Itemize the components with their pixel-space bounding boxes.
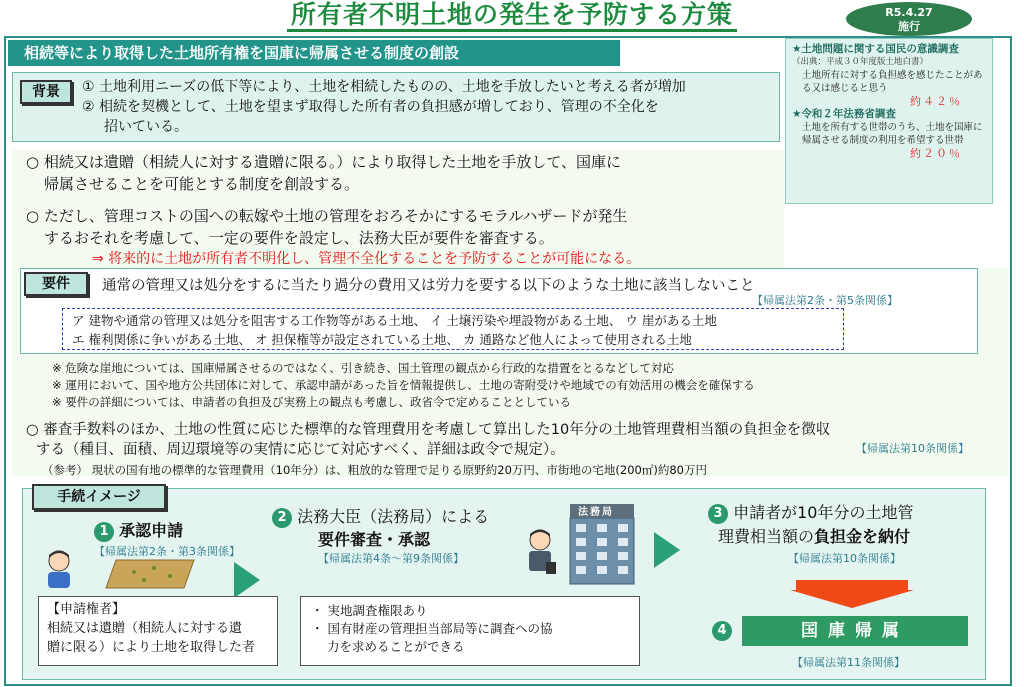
requirements-line-2: エ 権利関係に争いがある土地、 オ 担保権等が設定されている土地、 カ 通路など他人によって使用される土地: [72, 332, 692, 347]
applicant-person-icon: [40, 548, 78, 594]
survey-result-2: 約２０％: [910, 147, 962, 160]
building-sign: 法務局: [578, 507, 614, 518]
para2-line-2: するおそれを考慮して、一定の要件を設定し、法務大臣が要件を審査する。: [44, 229, 554, 247]
para3-line-1: ○ 審査手数料のほか、土地の性質に応じた標準的な管理費用を考慮して算出した10年分の土地管理費相当額の負担金を徴収: [26, 422, 831, 438]
survey-source: （出典：平成３０年度版土地白書）: [792, 57, 929, 67]
step4-number-wrap: [712, 620, 732, 641]
step4-cite: 【帰属法第11条関係】: [792, 656, 905, 669]
applicant-line-2: 贈に限る）により土地を取得した者: [47, 640, 256, 655]
requirements-line-1: ア 建物や通常の管理又は処分を阻害する工作物等がある土地、 イ 土壌汚染や埋設物がある土地、 ウ 崖がある土地: [72, 313, 717, 328]
para2-red-conclusion: ⇒ 将来的に土地が所有者不明化し、管理不全化することを予防することが可能になる。: [92, 251, 641, 267]
para3-line-2: する（種目、面積、周辺環境等の実情に応じて対応すべく、詳細は政令で規定）。: [36, 442, 565, 458]
para2-line-1: ○ ただし、管理コストの国への転嫁や土地の管理をおろそかにするモラルハザードが発生: [26, 207, 628, 225]
land-plot-illustration: [104, 558, 200, 594]
step1-cite: 【帰属法第2条・第3条関係】: [94, 545, 240, 558]
step1-title: 承認申請: [119, 521, 184, 540]
step4-number: 4: [712, 621, 732, 641]
survey-box: [785, 38, 993, 204]
requirements-text: 通常の管理又は処分をするに当たり過分の費用又は労力を要する以下のような土地に該当しないこと: [102, 278, 755, 294]
badge-date: R5.4.27: [885, 6, 933, 19]
step2-heading: [272, 504, 489, 528]
section-header: 相続等により取得した土地所有権を国庫に帰属させる制度の創設: [8, 40, 620, 66]
background-line-3: 招いている。: [104, 119, 188, 135]
requirements-label: 要件: [24, 272, 88, 296]
survey-result-1: 約４２％: [910, 95, 962, 108]
step3-cite: 【帰属法第10条関係】: [788, 552, 901, 565]
step3-number: 3: [708, 504, 728, 524]
step3-heading: [708, 500, 913, 524]
investigation-item-1: ・ 実地調査権限あり: [311, 603, 428, 618]
applicant-line-1: 相続又は遺贈（相続人に対する遺: [47, 621, 243, 636]
applicant-head: 【申請権者】: [47, 602, 126, 617]
investigation-list: [300, 596, 640, 666]
note-3: ※ 要件の詳細については、申請者の負担及び実務上の観点も考慮し、政省令で定めることとしている: [52, 395, 572, 409]
flow-arrow-1-icon: [234, 562, 260, 598]
step2-number: 2: [272, 508, 292, 528]
background-label: 背景: [20, 80, 72, 104]
requirements-cite: 【帰属法第2条・第5条関係】: [752, 294, 898, 307]
note-2: ※ 運用において、国や地方公共団体に対して、承認申請があった旨を情報提供し、土地の寄附受けや地域での有効活用の機会を確保する: [52, 378, 755, 392]
survey-heading-1: ★土地問題に関する国民の意識調査: [792, 43, 959, 55]
step3-line-2a: 理費相当額の: [718, 527, 815, 546]
step3-line-1: 申請者が10年分の土地管: [733, 503, 914, 522]
effective-date-badge: [846, 2, 972, 36]
step3-line-2b: 負担金を納付: [814, 527, 911, 546]
note-1: ※ 危険な崖地については、国庫帰属させるのではなく、引き続き、国土管理の観点から行政的な措置をとるなどして対応: [52, 361, 674, 375]
step2-line-1: 法務大臣（法務局）による: [297, 507, 490, 526]
investigation-item-2: ・ 国有財産の管理担当部局等に調査への協: [311, 621, 553, 636]
down-arrow-head-icon: [790, 590, 914, 608]
para3-cite: 【帰属法第10条関係】: [856, 442, 969, 455]
survey-heading-2: ★令和２年法務省調査: [792, 108, 896, 120]
page-title: 所有者不明土地の発生を予防する方策: [0, 0, 1024, 30]
down-arrow-icon: [796, 580, 908, 590]
background-line-1: ① 土地利用ニーズの低下等により、土地を相続したものの、土地を手放したいと考える者が増加: [82, 79, 686, 95]
badge-label: 施行: [898, 20, 920, 33]
step3-line-2: [718, 524, 910, 547]
step1-heading: [94, 518, 183, 542]
background-line-2: ② 相続を契機として、土地を望まず取得した所有者の負担感が増しており、管理の不全化を: [82, 99, 659, 115]
para1-line-2: 帰属させることを可能とする制度を創設する。: [44, 175, 360, 193]
para1-line-1: ○ 相続又は遺贈（相続人に対する遺贈に限る。）により取得した土地を手放して、国庫に: [26, 153, 622, 171]
survey-text-2: 土地を所有する世帯のうち、土地を国庫に帰属させる制度の利用を希望する世帯: [802, 122, 983, 146]
step4-title: 国庫帰属: [742, 616, 968, 646]
step1-number: 1: [94, 522, 114, 542]
step2-cite: 【帰属法第4条～第9条関係】: [318, 552, 464, 565]
official-person-icon: [520, 526, 560, 586]
procedure-label: 手続イメージ: [32, 484, 166, 510]
flow-arrow-2-icon: [654, 532, 680, 568]
survey-text-1: 土地所有に対する負担感を感じたことがある又は感じると思う: [802, 70, 983, 94]
para3-reference: （参考） 現状の国有地の標準的な管理費用（10年分）は、粗放的な管理で足りる原野約20万円、市街地の宅地(200㎡)約80万円: [42, 463, 707, 477]
step2-title: 要件審査・承認: [318, 530, 431, 549]
applicant-box: [38, 596, 278, 666]
investigation-item-2-cont: 力を求めることができる: [327, 639, 465, 654]
